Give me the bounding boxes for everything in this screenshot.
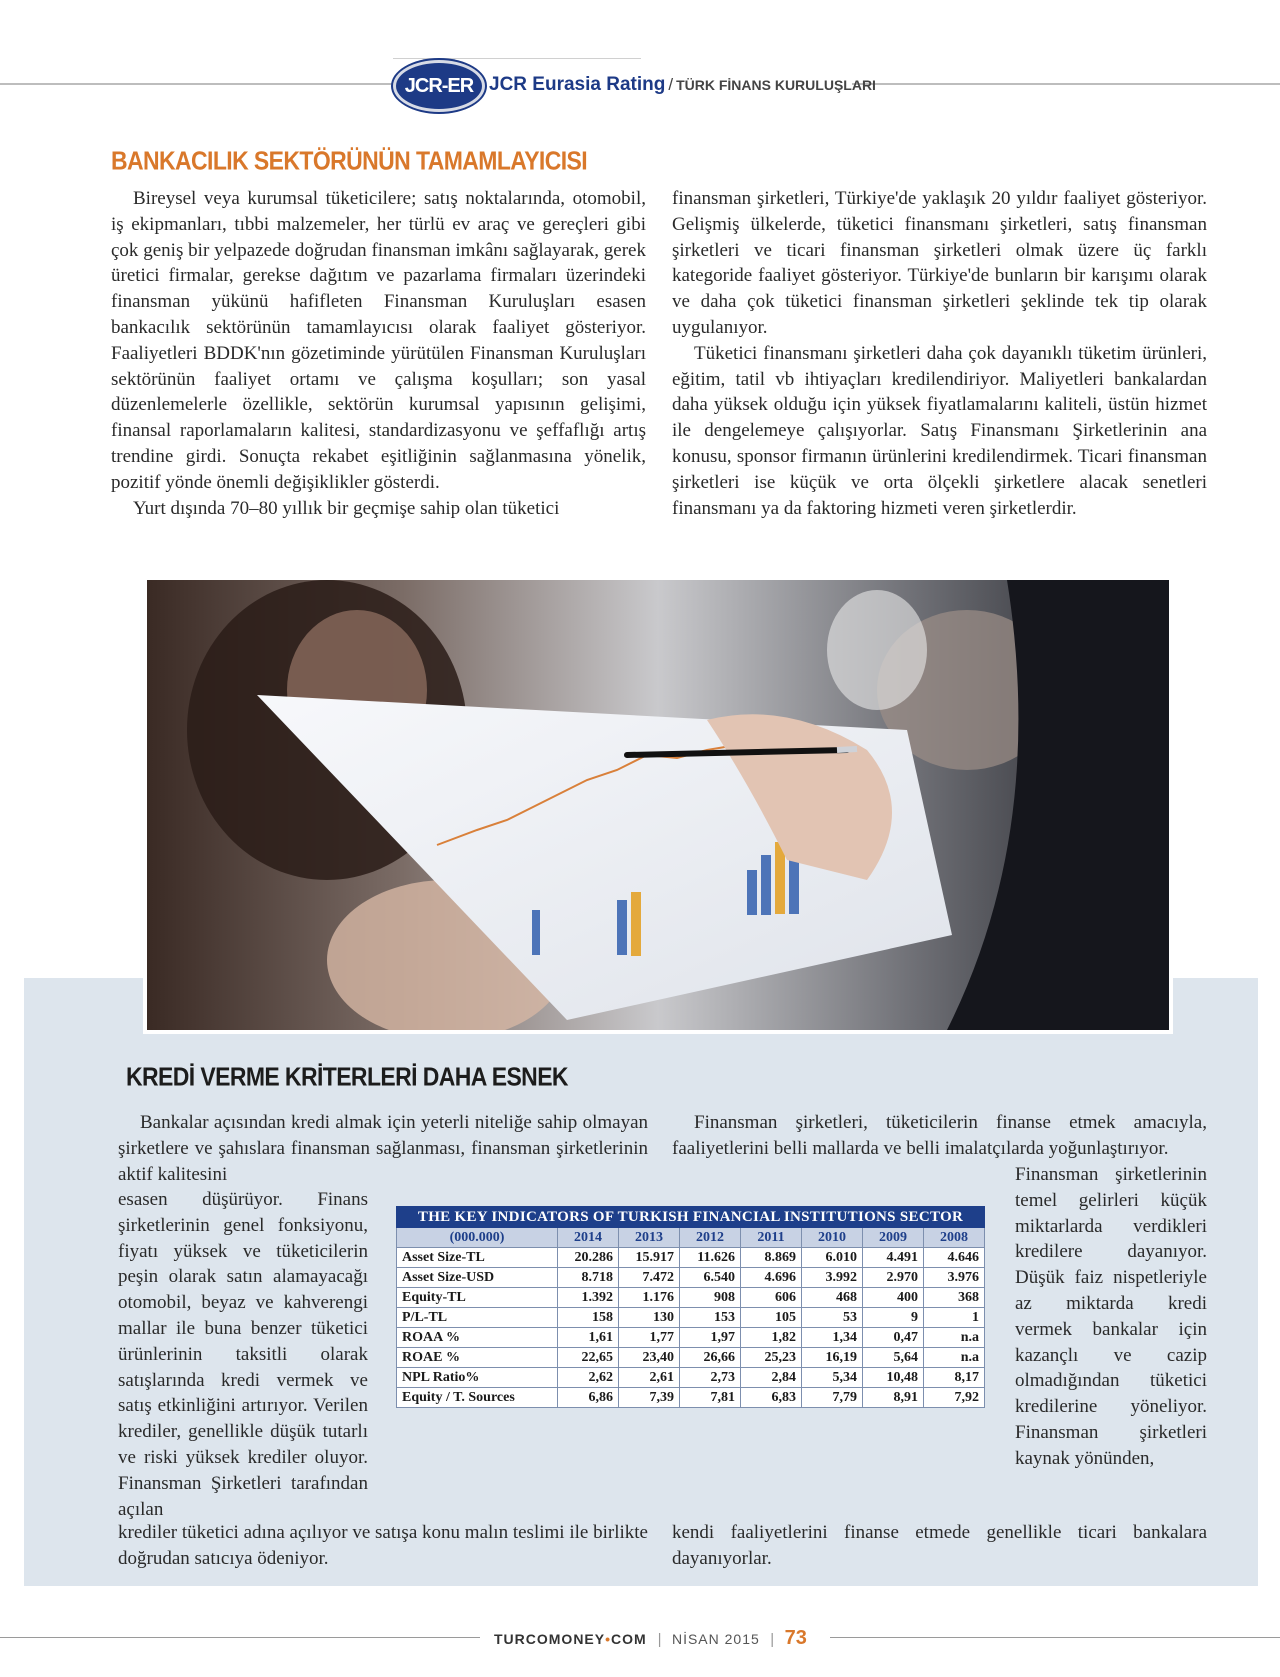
table-cell: 1,82 (741, 1328, 802, 1348)
table-cell: 400 (863, 1288, 924, 1308)
table-cell: 1.392 (558, 1288, 619, 1308)
table-cell: 153 (680, 1308, 741, 1328)
footer-rule-right (830, 1637, 1280, 1638)
table-cell: 908 (680, 1288, 741, 1308)
article2-right-top (672, 1110, 1207, 1162)
article2-right-side-text: Finansman şirketlerinin temel gelirleri küçük miktarlarda verdikleri kredilere dayanıyor. Düşük faiz nispetleriyle az miktarda kredi vermek bankalar için kazançlı ve cazip olmadığından tüketici kredilerine yöneliyor. Finansman şirketleri kaynak yönünden, (1015, 1164, 1207, 1469)
table-cell: 22,65 (558, 1348, 619, 1368)
article1-right-column (672, 186, 1207, 521)
table-cell: 9 (863, 1308, 924, 1328)
table-row (397, 1288, 985, 1308)
table-row-label: P/L-TL (397, 1308, 558, 1328)
section-name: TÜRK FİNANS KURULUŞLARI (676, 77, 876, 93)
table-cell: 0,47 (863, 1328, 924, 1348)
table-column-header: 2008 (924, 1228, 985, 1248)
article1-left-paragraph-1: Bireysel veya kurumsal tüketicilere; satış noktalarında, otomobil, iş ekipmanları, tıbbi malzemeler, her türlü ev araç ve gereçleri gibi çok geniş bir yelpazede doğrudan finansman imkânı sağlayarak, gerek üretici firmalar, gerekse dağıtım ve pazarlama firmaları üzerindeki finansman yükünü hafifleten Finansman Kuruluşları esasen bankacılık sektörünün tamamlayıcısı olarak faaliyet gösteriyor. Faaliyetleri BDDK'nın gözetiminde yürütülen Finansman Kuruluşları sektörünün faaliyet ortamı ve çalışma koşulları; son yasal düzenlemelerle özellikle, sektörün kurumsal yapısının gelişimi, finansal raporlamaların kalitesi, standardizasyonu ve şeffaflığı artış trendine girdi. Sonuçta rekabet eşitliğinin sağlanmasına yönelik, pozitif yönde önemli değişiklikler gösterdi. (111, 188, 646, 493)
table-cell: 7,39 (619, 1388, 680, 1408)
article1-right-paragraph-1: finansman şirketleri, Türkiye'de yaklaşık 20 yıldır faaliyet gösteriyor. Gelişmiş ülkelerde, tüketici finansmanı şirketleri, satış finansman şirketleri ve ticari finansman şirketleri olmak üzere üç farklı kategoride faaliyet gösteriyor. Türkiye'de bunların bir karışımı olarak ve daha çok tüketici finansman şirketleri şeklinde tek tip olarak uygulanıyor. (672, 188, 1207, 338)
table-cell: 606 (741, 1288, 802, 1308)
article2-heading: KREDİ VERME KRİTERLERİ DAHA ESNEK (126, 1062, 568, 1092)
table-cell: n.a (924, 1328, 985, 1348)
table-cell: 5,34 (802, 1368, 863, 1388)
table-cell: 26,66 (680, 1348, 741, 1368)
table-cell: 53 (802, 1308, 863, 1328)
article2-left-side-text: esasen düşürüyor. Finans şirketlerinin genel fonksiyonu, fiyatı yüksek ve tüketicilerin peşin olarak satın alamayacağı otomobil, beyaz ve kahverengi mallar ile buna benzer tüketici ürünlerinin taksitli olarak satışlarında kredi vermek ve satış etkinliğini artırıyor. Verilen krediler, genellikle düşük tutarlı ve riski yüksek krediler oluyor. Finansman Şirketleri tarafından açılan (118, 1189, 368, 1520)
table-cell: 368 (924, 1288, 985, 1308)
table-cell: 6.540 (680, 1268, 741, 1288)
table-cell: 7.472 (619, 1268, 680, 1288)
table-row (397, 1348, 985, 1368)
article2-left-top (118, 1110, 648, 1187)
table-row (397, 1328, 985, 1348)
article2-right-bottom (672, 1520, 1207, 1572)
table-cell: 2.970 (863, 1268, 924, 1288)
header-rule-left (0, 83, 398, 85)
jcr-logo (393, 60, 485, 112)
table-column-header: 2009 (863, 1228, 924, 1248)
article2-left-bottom (118, 1520, 648, 1572)
footer-publication-b: COM (611, 1631, 647, 1647)
table-cell: 7,79 (802, 1388, 863, 1408)
table-cell: 6,83 (741, 1388, 802, 1408)
table-row-label: Asset Size-USD (397, 1268, 558, 1288)
table-cell: 6.010 (802, 1248, 863, 1268)
table-cell: 11.626 (680, 1248, 741, 1268)
table-cell: 4.491 (863, 1248, 924, 1268)
table-unit: (000.000) (397, 1228, 558, 1248)
article2-right-top-text: Finansman şirketleri, tüketicilerin finanse etmek amacıyla, faaliyetlerini belli mallarda ve belli imalatçılarda yoğunlaştırıyor. (672, 1112, 1207, 1159)
brand-name: JCR Eurasia Rating (489, 74, 666, 95)
article1-left-column (111, 186, 646, 521)
table-cell: 8,17 (924, 1368, 985, 1388)
table-cell: 8.718 (558, 1268, 619, 1288)
article1-right-paragraph-2: Tüketici finansmanı şirketleri daha çok dayanıklı tüketim ürünleri, eğitim, tatil vb ihtiyaçları kredilendiriyor. Maliyetleri bankalardan daha yüksek olduğu için yüksek fiyatlamalarını kaliteli, üstün hizmet ile dengelemeye çalışıyorlar. Satış Finansmanı Şirketlerinin ana konusu, sponsor firmanın ürünlerini kredilendirmek. Ticari finansman şirketleri ise küçük ve orta ölçekli şirketlere alacak senetleri finansmanı ya da faktoring hizmeti veren şirketlerdir. (672, 342, 1207, 519)
footer-rule-left (0, 1637, 480, 1638)
key-indicators-table (396, 1206, 985, 1408)
footer-divider-2: | (770, 1631, 775, 1648)
table-row-label: Asset Size-TL (397, 1248, 558, 1268)
business-meeting-photo (143, 576, 1173, 1034)
table-cell: 1,97 (680, 1328, 741, 1348)
table-row (397, 1308, 985, 1328)
table-cell: 468 (802, 1288, 863, 1308)
table-column-header: 2012 (680, 1228, 741, 1248)
table-cell: 7,81 (680, 1388, 741, 1408)
table-cell: 20.286 (558, 1248, 619, 1268)
brand-separator: / (668, 75, 674, 94)
table-row-label: ROAE % (397, 1348, 558, 1368)
header-rule-right (852, 83, 1280, 85)
table-header-row (397, 1228, 985, 1248)
article1-heading: BANKACILIK SEKTÖRÜNÜN TAMAMLAYICISI (111, 146, 588, 176)
table-cell: 1,61 (558, 1328, 619, 1348)
table-cell: 130 (619, 1308, 680, 1328)
table-column-header: 2011 (741, 1228, 802, 1248)
table-cell: 5,64 (863, 1348, 924, 1368)
table-cell: 3.976 (924, 1268, 985, 1288)
table-cell: 8.869 (741, 1248, 802, 1268)
table-cell: 8,91 (863, 1388, 924, 1408)
table-row-label: Equity / T. Sources (397, 1388, 558, 1408)
table-cell: 25,23 (741, 1348, 802, 1368)
table-cell: n.a (924, 1348, 985, 1368)
table-cell: 23,40 (619, 1348, 680, 1368)
table-title: THE KEY INDICATORS OF TURKISH FINANCIAL INSTITUTIONS SECTOR (397, 1207, 985, 1228)
footer-publication (494, 1631, 652, 1647)
table-cell: 105 (741, 1308, 802, 1328)
table-cell: 1,77 (619, 1328, 680, 1348)
table-cell: 15.917 (619, 1248, 680, 1268)
table-cell: 6,86 (558, 1388, 619, 1408)
article2-left-side (118, 1187, 368, 1522)
photo-illustration (147, 580, 1169, 1030)
table-cell: 10,48 (863, 1368, 924, 1388)
article2-right-bottom-text: kendi faaliyetlerini finanse etmede genellikle ticari bankalara dayanıyorlar. (672, 1522, 1207, 1569)
table-title-row (397, 1207, 985, 1228)
footer-publication-dot: • (605, 1631, 612, 1647)
footer-publication-a: TURCOMONEY (494, 1631, 606, 1647)
table-row-label: NPL Ratio% (397, 1368, 558, 1388)
table-cell: 3.992 (802, 1268, 863, 1288)
table-cell: 1.176 (619, 1288, 680, 1308)
table-cell: 4.646 (924, 1248, 985, 1268)
table-cell: 2,61 (619, 1368, 680, 1388)
table-cell: 4.696 (741, 1268, 802, 1288)
brand-line (489, 74, 876, 96)
table-cell: 2,62 (558, 1368, 619, 1388)
table-cell: 16,19 (802, 1348, 863, 1368)
table-column-header: 2010 (802, 1228, 863, 1248)
article2-left-bottom-text: krediler tüketici adına açılıyor ve satışa konu malın teslimi ile birlikte doğrudan satıcıya ödeniyor. (118, 1522, 648, 1569)
table-row (397, 1268, 985, 1288)
footer-divider-1: | (657, 1631, 662, 1648)
table-row-label: ROAA % (397, 1328, 558, 1348)
article2-left-top-text: Bankalar açısından kredi almak için yeterli niteliğe sahip olmayan şirketlere ve şahıslara finansman sağlanması, finansman şirketlerinin aktif kalitesini (118, 1112, 648, 1185)
article2-right-side (1015, 1162, 1207, 1472)
table-row-label: Equity-TL (397, 1288, 558, 1308)
table-row (397, 1388, 985, 1408)
table-cell: 1 (924, 1308, 985, 1328)
footer (494, 1627, 807, 1650)
article1-left-paragraph-2: Yurt dışında 70–80 yıllık bir geçmişe sahip olan tüketici (133, 497, 560, 519)
key-indicators-table-wrap (396, 1206, 985, 1408)
table-cell: 7,92 (924, 1388, 985, 1408)
table-column-header: 2014 (558, 1228, 619, 1248)
table-column-header: 2013 (619, 1228, 680, 1248)
footer-page-number: 73 (784, 1627, 807, 1649)
table-row (397, 1368, 985, 1388)
footer-issue: NİSAN 2015 (671, 1631, 760, 1647)
table-cell: 158 (558, 1308, 619, 1328)
table-cell: 1,34 (802, 1328, 863, 1348)
table-cell: 2,84 (741, 1368, 802, 1388)
logo-text: JCR-ER (404, 74, 474, 97)
table-cell: 2,73 (680, 1368, 741, 1388)
table-row (397, 1248, 985, 1268)
header-branding (393, 58, 876, 112)
